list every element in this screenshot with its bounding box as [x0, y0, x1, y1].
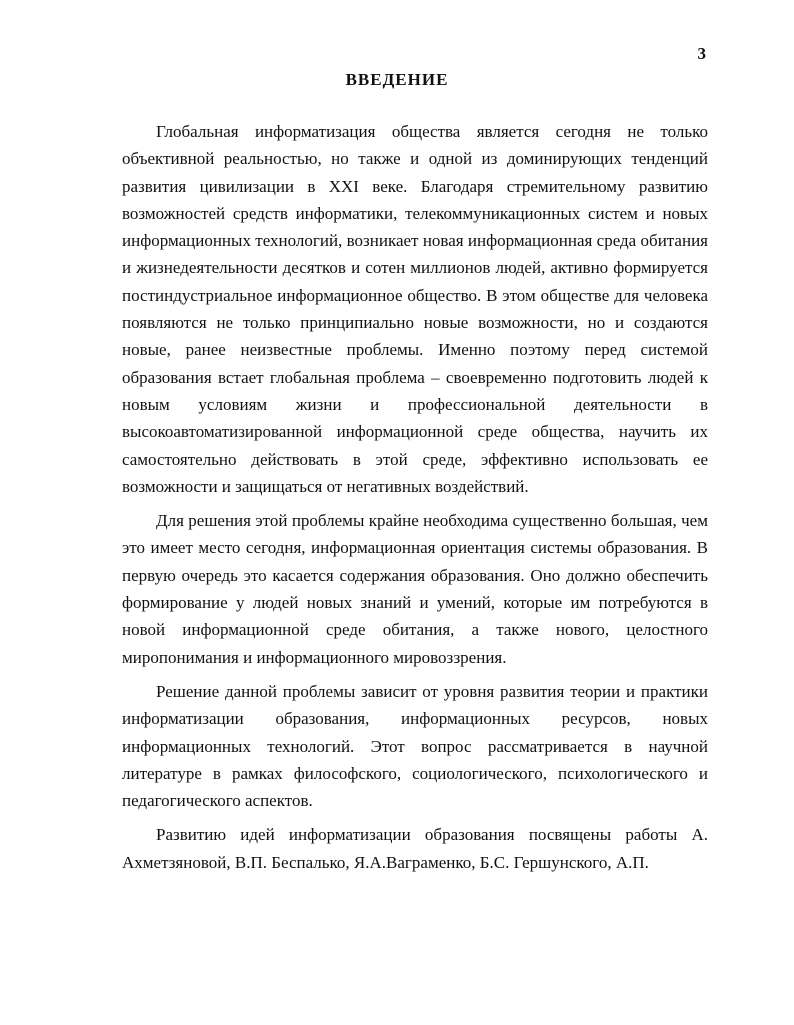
body-text [122, 118, 708, 876]
page-number: 3 [697, 44, 706, 63]
paragraph: Решение данной проблемы зависит от уровня развития теории и практики информатизации образования, информационных ресурсов, новых информационных технологий. Этот вопрос рассматривается в научной литературе в рамках философского, социологического, психологического и педагогического аспектов. [122, 681, 708, 811]
paragraph: Развитию идей информатизации образования посвящены работы А. Ахметзяновой, В.П. Беспалько, Я.А.Ваграменко, Б.С. Гершунского, А.П. [122, 825, 708, 872]
section-title: ВВЕДЕНИЕ [345, 70, 449, 89]
paragraph: Глобальная информатизация общества является сегодня не только объективной реальностью, но также и одной из доминирующих тенденций развития цивилизации в XXI веке. Благодаря стремительному развитию возможностей средств информатики, телекоммуникационных систем и новых информационных технологий, возникает новая информационная среда обитания и жизнедеятельности десятков и сотен миллионов людей, активно формируется постиндустриальное информационное общество. В этом обществе для человека появляются не только принципиально новые возможности, но и создаются новые, ранее неизвестные проблемы. Именно поэтому перед системой образования встает глобальная проблема – своевременно подготовить людей к новым условиям жизни и профессиональной деятельности в высокоавтоматизированной информационной среде общества, научить их самостоятельно действовать в этой среде, эффективно использовать ее возможности и защищаться от негативных воздействий. [122, 122, 708, 496]
paragraph: Для решения этой проблемы крайне необходима существенно большая, чем это имеет место сегодня, информационная ориентация системы образования. В первую очередь это касается содержания образования. Оно должно обеспечить формирование у людей новых знаний и умений, которые им потребуются в новой информационной среде обитания, а также нового, целостного миропонимания и информационного мировоззрения. [122, 511, 708, 667]
